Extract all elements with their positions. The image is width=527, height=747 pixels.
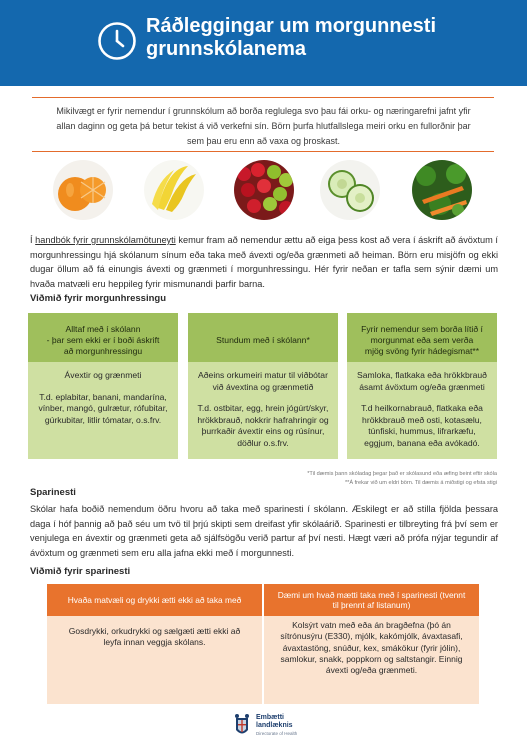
column-main: Aðeins orkumeiri matur til viðbótar við ávextina og grænmetið bbox=[198, 370, 328, 392]
snack-heading: Sparinesti bbox=[30, 487, 76, 498]
column-body bbox=[188, 362, 338, 468]
logo-line: Embætti bbox=[256, 714, 284, 721]
column-main: Samloka, flatkaka eða hrökkbrauð ásamt ávöxtum og/eða grænmeti bbox=[357, 370, 487, 392]
logo-name bbox=[256, 714, 293, 730]
snack-paragraph: Skólar hafa boðið nemendum öðru hvoru að taka með sparinesti í skólann. Æskilegt er að stilla fjölda þessara daga í hóf þannig að það séu um tvö til þrjú skipti sem dreifast yfir skólaárið. Sparinesti er tilbreyting frá því sem er venjulega en ávextir og grænmeti geta að sjálfsögðu verið partur af því nesti. Hægt væri að prófa nýjar tegundir af ávöxtum og grænmeti sem eru alla jafna ekki með í morgunnesti. bbox=[30, 504, 498, 558]
divider-top bbox=[32, 97, 494, 98]
morning-heading: Viðmið fyrir morgunhressingu bbox=[30, 293, 167, 304]
column-header bbox=[188, 313, 338, 362]
column-body bbox=[28, 362, 178, 444]
column-header-line: morgunmat eða sem verða bbox=[370, 334, 474, 345]
column-examples: T.d heilkornabrauð, flatkaka eða hrökkbrauð með osti, kotasælu, túnfiski, hummus, lifrarkæfu, eggjum, banana eða avókadó. bbox=[361, 403, 483, 448]
mandarin-image bbox=[53, 160, 113, 220]
cucumber-image bbox=[320, 160, 380, 220]
snack-column-allowed bbox=[264, 584, 479, 704]
intro-text: Mikilvægt er fyrir nemendur í grunnskólum að borða reglulega svo þau fái orku- og næringarefni jafnt yfir allan daginn og geta þá betur tekist á við verkefni sín. Börn þurfa hlutfallslega meiri orku en fullorðnir þar sem þau eru enn að vaxa og þroskast. bbox=[56, 106, 471, 146]
column-header: Dæmi um hvað mætti taka með í sparinesti (tvennt til þrennt af listanum) bbox=[264, 584, 479, 616]
footnote-2: **Á frekar við um eldri börn. Til dæmis á miðstigi og efsta stigi bbox=[344, 480, 497, 486]
clock-icon bbox=[97, 21, 137, 61]
intro-paragraph bbox=[30, 233, 498, 291]
handbook-link[interactable]: handbók fyrir grunnskólamötuneyti bbox=[35, 235, 176, 245]
divider-bottom bbox=[32, 151, 494, 152]
paragraph-prefix: Í bbox=[30, 235, 36, 245]
column-header: Hvaða matvæli og drykki ætti ekki að taka með bbox=[47, 584, 262, 616]
column-header bbox=[347, 313, 497, 362]
column-header bbox=[28, 313, 178, 362]
column-body: Gosdrykki, orkudrykki og sælgæti ætti ekki að leyfa innan veggja skólans. bbox=[68, 626, 241, 648]
logo-subtitle: Directorate of Health bbox=[256, 731, 298, 736]
column-main: Ávextir og grænmeti bbox=[64, 370, 142, 380]
grapes-image bbox=[234, 160, 294, 220]
logo-line: landlæknis bbox=[256, 722, 293, 729]
morning-column-always bbox=[28, 313, 178, 459]
column-header-line: - þar sem ekki er í boði áskrift bbox=[46, 334, 160, 345]
column-header-line: mjög svöng fyrir hádegismat** bbox=[364, 345, 480, 356]
column-header-line: Fyrir nemendur sem borða lítið í bbox=[361, 323, 483, 334]
column-body bbox=[347, 362, 497, 468]
snack-guide-heading: Viðmið fyrir sparinesti bbox=[30, 566, 131, 577]
vegetables-image bbox=[412, 160, 472, 220]
column-body: Kolsýrt vatn með eða án bragðefna (þó án sítrónusýru (E330), mjólk, kakómjólk, ávaxtasafi, ávaxtastöng, snúður, kex, smákökur (fyrir jólin), samlokur, snakk, poppkorn og saltstangir. Einnig ávexti og/eða grænmeti. bbox=[280, 620, 463, 676]
page-title: Ráðleggingar um morgunnesti grunnskólanema bbox=[146, 15, 437, 60]
column-header-line: Stundum með í skólann* bbox=[216, 334, 310, 345]
morning-column-sometimes bbox=[188, 313, 338, 459]
coat-of-arms-icon bbox=[233, 712, 251, 738]
paragraph-rest: kemur fram að nemendur ættu að eiga þess kost að vera í áskrift að ávöxtum í morgunhressingu hjá skólanum sínum eða taka með ávexti og/eða grænmeti að heiman. Börn eru misjöfn og ekki dugar öllum að fá einungis ávexti og grænmeti í morgunhressingu. Hér fyrir neðan er tafla sem sýnir dæmi um hvaða matvæli eru heppileg fyrir mismunandi þarfir barna. bbox=[30, 235, 498, 289]
bananas-image bbox=[144, 160, 204, 220]
morning-column-hungry bbox=[347, 313, 497, 459]
header-banner bbox=[0, 0, 527, 86]
column-examples: T.d. ostbitar, egg, hrein jógúrt/skyr, hrökkbrauð, nokkrir hafrahringir og þurrkaðir ávextir eins og rúsínur, döðlur o.s.frv. bbox=[197, 403, 329, 448]
snack-column-forbidden bbox=[47, 584, 262, 704]
column-examples: T.d. eplabitar, banani, mandarína, vínber, mangó, gulrætur, rófubitar, gúrkubitar, litlir tómatar, o.s.frv. bbox=[38, 391, 168, 425]
column-header-line: Alltaf með í skólann bbox=[65, 323, 141, 334]
column-header-line: að morgunhressingu bbox=[63, 345, 143, 356]
footnote-1: *Til dæmis þann skóladag þegar það er skólasund eða æfing beint eftir skóla bbox=[307, 471, 497, 477]
